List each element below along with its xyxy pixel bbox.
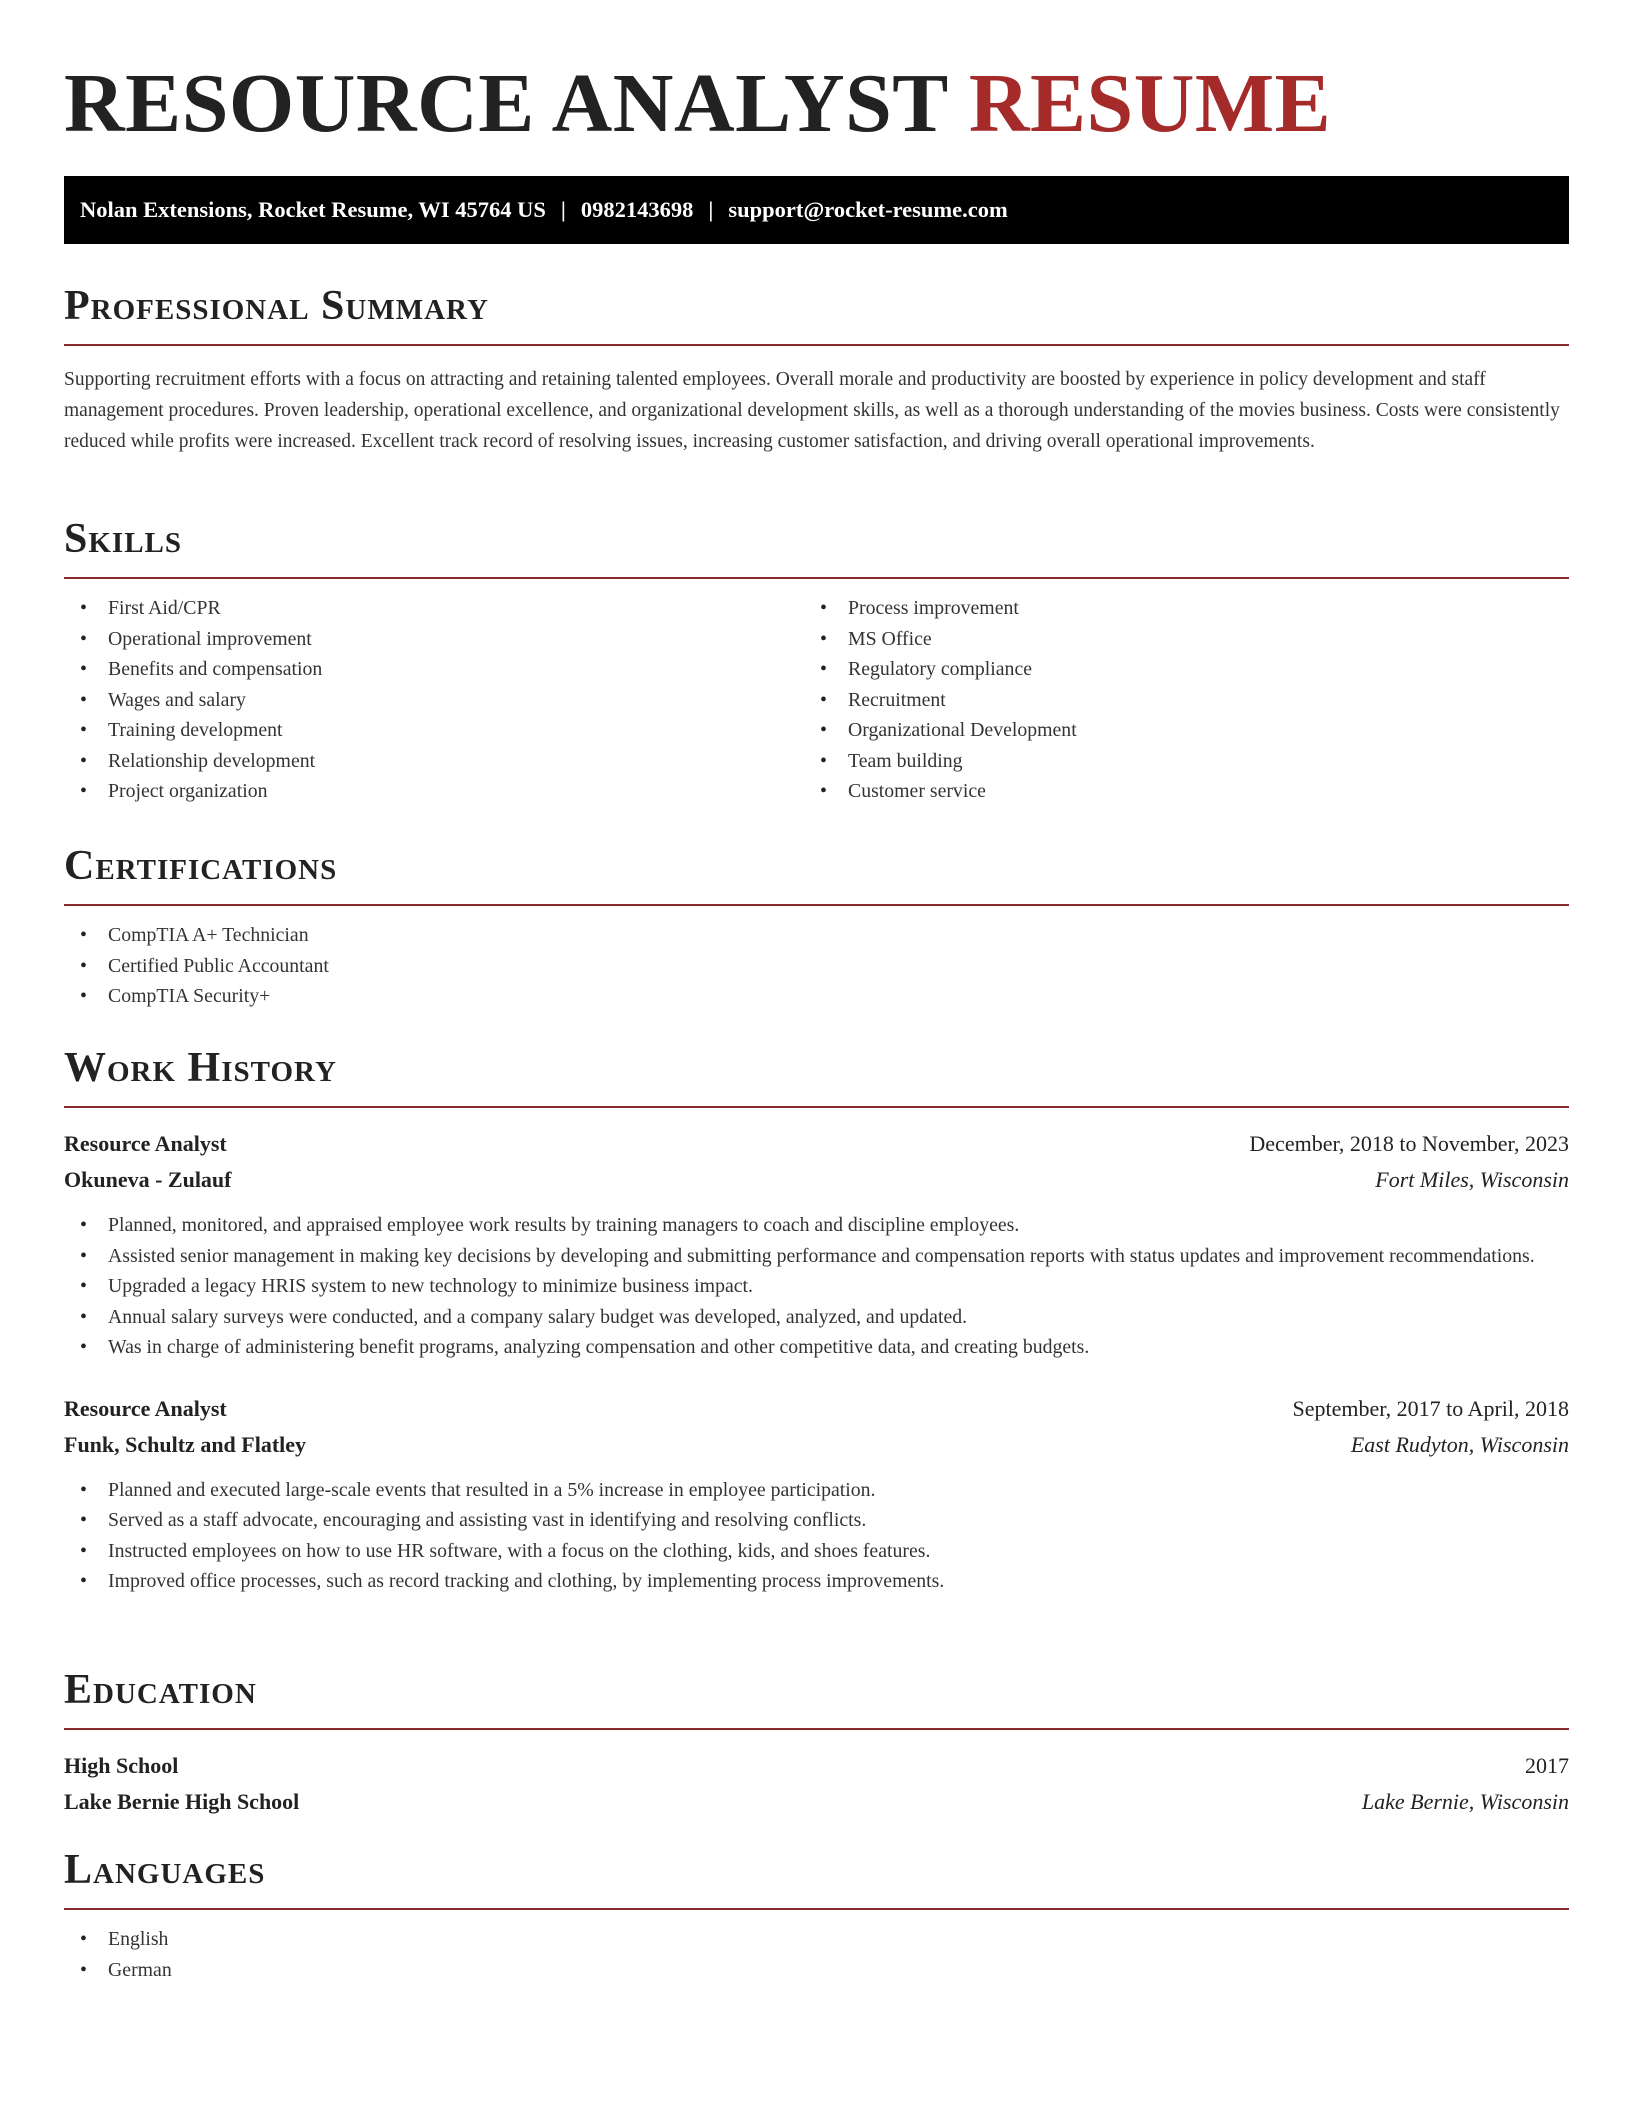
contact-separator: | — [708, 197, 714, 222]
job-header-row — [64, 1391, 1569, 1427]
resume-title — [64, 58, 1331, 150]
skill-item: • Project organization — [64, 776, 804, 807]
job-company-row — [64, 1427, 1569, 1463]
contact-address: Nolan Extensions, Rocket Resume, WI 45764 US — [80, 197, 546, 222]
certification-item: • CompTIA Security+ — [64, 981, 1569, 1012]
summary-text: Supporting recruitment efforts with a focus on attracting and retaining talented employees. Overall morale and productivity are boosted by experience in policy development and staff management procedures. Proven leadership, operational excellence, and organizational development skills, as well as a thorough understanding of the movies business. Costs were consistently reduced while profits were increased. Excellent track record of resolving issues, increasing customer satisfaction, and driving overall operational improvements. — [64, 369, 1560, 452]
contact-separator: | — [560, 197, 566, 222]
contact-email: support@rocket-resume.com — [728, 197, 1008, 222]
certification-item: • CompTIA A+ Technician — [64, 920, 1569, 951]
skill-item: • Wages and salary — [64, 685, 804, 716]
job-header-row — [64, 1126, 1569, 1162]
skill-item: • Training development — [64, 715, 804, 746]
job-company: Funk, Schultz and Flatley — [64, 1431, 307, 1457]
skill-item: • Recruitment — [804, 685, 1544, 716]
education-entry — [64, 1748, 1569, 1820]
education-degree: High School — [64, 1753, 179, 1778]
education-header-row — [64, 1748, 1569, 1784]
title-accent: RESUME — [968, 57, 1332, 150]
skill-item: • Organizational Development — [804, 715, 1544, 746]
job-location: Fort Miles, Wisconsin — [1375, 1167, 1569, 1192]
education-heading: Education — [64, 1666, 1569, 1730]
skill-item: • Team building — [804, 746, 1544, 777]
skills-list-left — [64, 593, 804, 807]
language-item: • German — [64, 1955, 1569, 1986]
education-school: Lake Bernie High School — [64, 1789, 300, 1814]
skill-item: • Operational improvement — [64, 624, 804, 655]
skill-item: • Benefits and compensation — [64, 654, 804, 685]
skill-item: • Customer service — [804, 776, 1544, 807]
certifications-heading: Certifications — [64, 842, 1569, 906]
skill-item: • Regulatory compliance — [804, 654, 1544, 685]
work-history-heading: Work History — [64, 1044, 1569, 1108]
job-dates: September, 2017 to April, 2018 — [1292, 1395, 1569, 1421]
job-title: Resource Analyst — [64, 1131, 227, 1156]
certifications-list — [64, 920, 1569, 1012]
summary-heading: Professional Summary — [64, 282, 1569, 346]
job-bullet: • Planned, monitored, and appraised employee work results by training managers to coach and discipline employees. — [64, 1210, 1569, 1241]
job-bullet: • Improved office processes, such as record tracking and clothing, by implementing process improvements. — [64, 1566, 1569, 1597]
education-school-row — [64, 1784, 1569, 1820]
job-entry — [64, 1126, 1569, 1363]
title-main: RESOURCE ANALYST — [64, 57, 948, 150]
job-bullet: • Annual salary surveys were conducted, and a company salary budget was developed, analyzed, and updated. — [64, 1302, 1569, 1333]
contact-phone: 0982143698 — [580, 197, 694, 222]
education-year: 2017 — [1525, 1753, 1569, 1778]
skill-item: • Process improvement — [804, 593, 1544, 624]
job-company-row — [64, 1162, 1569, 1198]
job-bullet: • Instructed employees on how to use HR software, with a focus on the clothing, kids, and shoes features. — [64, 1536, 1569, 1567]
languages-section — [64, 1846, 1569, 1985]
languages-heading: Languages — [64, 1846, 1569, 1910]
skill-item: • MS Office — [804, 624, 1544, 655]
education-location: Lake Bernie, Wisconsin — [1361, 1789, 1569, 1814]
languages-list — [64, 1924, 1569, 1985]
job-location: East Rudyton, Wisconsin — [1350, 1431, 1569, 1457]
certification-item: • Certified Public Accountant — [64, 951, 1569, 982]
job-bullets — [64, 1475, 1569, 1597]
skill-item: • First Aid/CPR — [64, 593, 804, 624]
job-bullets — [64, 1210, 1569, 1363]
job-dates: December, 2018 to November, 2023 — [1249, 1131, 1569, 1156]
job-bullet: • Upgraded a legacy HRIS system to new technology to minimize business impact. — [64, 1271, 1569, 1302]
job-title: Resource Analyst — [64, 1395, 227, 1421]
job-bullet: • Planned and executed large-scale events that resulted in a 5% increase in employee participation. — [64, 1475, 1569, 1506]
skills-section — [64, 515, 1569, 807]
skills-columns — [64, 579, 1569, 807]
job-bullet: • Was in charge of administering benefit programs, analyzing compensation and other competitive data, and creating budgets. — [64, 1332, 1569, 1363]
skills-list-right — [804, 593, 1544, 807]
language-item: • English — [64, 1924, 1569, 1955]
skill-item: • Relationship development — [64, 746, 804, 777]
job-company: Okuneva - Zulauf — [64, 1167, 232, 1192]
job-bullet: • Assisted senior management in making key decisions by developing and submitting performance and compensation reports with status updates and improvement recommendations. — [64, 1241, 1569, 1272]
job-entry — [64, 1391, 1569, 1597]
summary-section — [64, 282, 1569, 457]
education-section — [64, 1666, 1569, 1820]
job-bullet: • Served as a staff advocate, encouraging and assisting vast in identifying and resolving conflicts. — [64, 1505, 1569, 1536]
work-history-section — [64, 1044, 1569, 1597]
contact-bar — [64, 176, 1569, 244]
skills-heading: Skills — [64, 515, 1569, 579]
certifications-section — [64, 842, 1569, 1012]
